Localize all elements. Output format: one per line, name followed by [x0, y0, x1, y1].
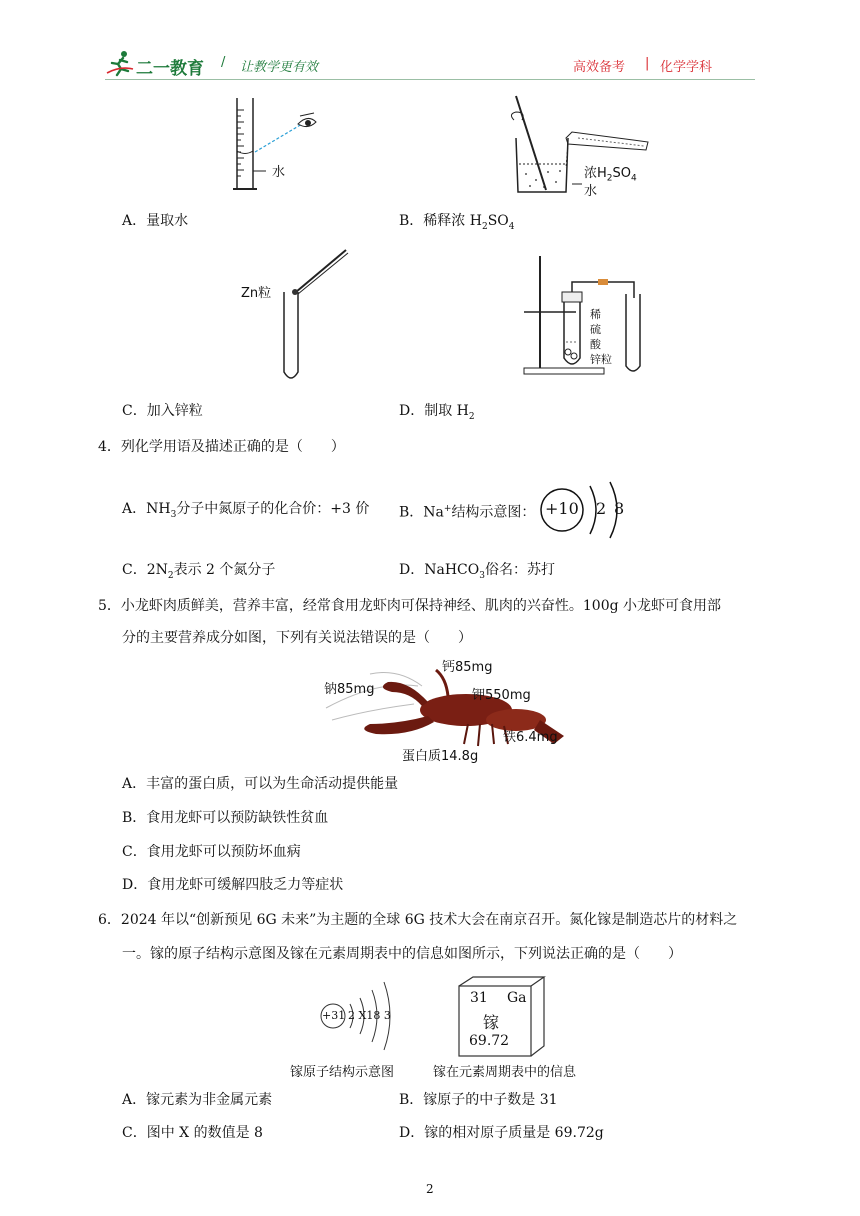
caption-atom-diagram: 镓原子结构示意图: [290, 1065, 395, 1080]
nutrient-potassium-label: 钾550mg: [472, 688, 531, 703]
brand-name: 二一教育: [136, 59, 204, 79]
q5-option-a: A．丰富的蛋白质，可以为生命活动提供能量: [122, 776, 399, 792]
q5-stem-line-2: 分的主要营养成分如图，下列有关说法错误的是（ ）: [122, 630, 472, 646]
q4-option-a: A．$NH_3$分子中氮原子的化合价：+3 价: [122, 501, 370, 520]
test-tube-tweezers-figure: [276, 244, 356, 384]
q6-stem-line-1: 6．2024 年以“创新预见 6G 未来”为主题的全球 6G 技术大会在南京召开。氮化镓是制造芯片的材料之: [98, 912, 738, 928]
header-divider-slash: /: [221, 55, 226, 70]
q6-stem-line-2: 一。镓的原子结构示意图及镓在元素周期表中的信息如图所示，下列说法正确的是（ ）: [122, 946, 682, 962]
eye-icon: [298, 113, 316, 127]
cell-symbol: Ga: [507, 990, 527, 1006]
q5-option-d: D．食用龙虾可缓解四肢乏力等症状: [122, 877, 344, 893]
header-exam-prep: 高效备考: [573, 60, 626, 75]
fig-d-acid-label-2: 硫: [590, 323, 601, 336]
fig-d-acid-label-3: 酸: [590, 338, 601, 351]
fig-b-conc-sulfuric-label: 浓$H_2SO_4$: [584, 166, 637, 184]
q4-option-c: C．$2N_2$表示 2 个氮分子: [122, 562, 276, 581]
q4-stem: 4．列化学用语及描述正确的是（ ）: [98, 439, 345, 455]
fig-c-zinc-label: Zn粒: [241, 286, 272, 301]
q3-option-a: A．量取水: [122, 213, 189, 229]
page-number: 2: [426, 1182, 434, 1196]
q5-option-b: B．食用龙虾可以预防缺铁性贫血: [122, 810, 329, 826]
fig-a-water-label: 水: [272, 165, 286, 180]
caption-periodic-cell: 镓在元素周期表中的信息: [433, 1065, 577, 1080]
q3-option-d: D．制取 $H_2$: [399, 403, 475, 422]
sodium-shell-1: 2: [596, 499, 607, 518]
sodium-nucleus-label: +10: [545, 499, 579, 518]
runner-logo-icon: [106, 50, 134, 76]
brand-slogan: 让教学更有效: [240, 60, 319, 75]
cell-atomic-mass: 69.72: [469, 1033, 510, 1049]
gallium-nucleus-label: +31: [322, 1009, 346, 1022]
header-separator: |: [645, 56, 650, 71]
q6-option-c: C．图中 X 的数值是 8: [122, 1125, 263, 1141]
header-rule: [105, 79, 755, 80]
q4-option-d: D．NaHCO$_3$俗名：苏打: [399, 562, 555, 581]
fig-d-zinc-label: 锌粒: [590, 353, 612, 366]
q6-option-b: B．镓原子的中子数是 31: [399, 1092, 558, 1108]
q3-option-c: C．加入锌粒: [122, 403, 203, 419]
sodium-shell-2: 8: [614, 499, 625, 518]
header-subject: 化学学科: [660, 60, 713, 75]
q5-stem-line-1: 5．小龙虾肉质鲜美，营养丰富，经常食用龙虾肉可保持神经、肌肉的兴奋性。100g 小龙虾可食用部: [98, 598, 722, 614]
q5-option-c: C．食用龙虾可以预防坏血病: [122, 844, 301, 860]
gallium-shells-label: 2 X18 3: [348, 1009, 391, 1022]
cell-element-name: 镓: [483, 1013, 500, 1032]
q6-option-a: A．镓元素为非金属元素: [122, 1092, 273, 1108]
nutrient-sodium-label: 钠85mg: [324, 682, 375, 697]
q3-option-b: B．稀释浓 $H_2SO_4$: [399, 213, 515, 232]
nutrient-iron-label: 铁6.4mg: [503, 730, 558, 745]
nutrient-calcium-label: 钙85mg: [442, 660, 493, 675]
q4-option-b: B．Na+结构示意图：: [399, 504, 536, 521]
cell-atomic-number: 31: [470, 990, 488, 1006]
nutrient-protein-label: 蛋白质14.8g: [402, 749, 479, 764]
fig-d-acid-label-1: 稀: [590, 308, 601, 321]
hydrogen-apparatus-figure: [514, 254, 654, 378]
fig-b-water-label: 水: [584, 184, 598, 199]
q6-option-d: D．镓的相对原子质量是 69.72g: [399, 1125, 604, 1141]
